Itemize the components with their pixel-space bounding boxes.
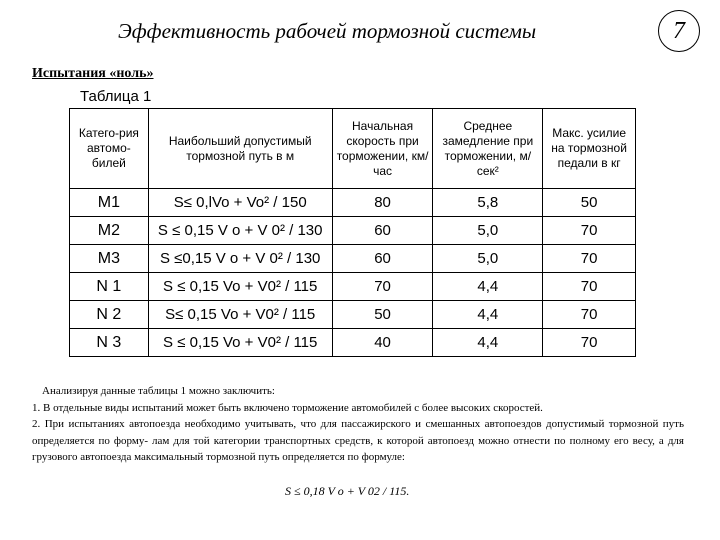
cell-speed: 50 (332, 301, 433, 329)
cell-deceleration: 4,4 (433, 301, 543, 329)
cell-formula: S≤ 0,lVo + Vo² / 150 (148, 189, 332, 217)
cell-category: N 2 (70, 301, 149, 329)
cell-category: N 3 (70, 329, 149, 357)
cell-category: N 1 (70, 273, 149, 301)
header-initial-speed: Начальная скорость при торможении, км/час (332, 109, 433, 189)
braking-table (69, 108, 636, 357)
cell-formula: S≤ 0,15 Vo + V0² / 115 (148, 301, 332, 329)
section-heading: Испытания «ноль» (32, 66, 154, 81)
page-number-badge (658, 10, 700, 52)
cell-speed: 40 (332, 329, 433, 357)
table-header-row (70, 109, 636, 189)
table-row (70, 189, 636, 217)
page-number: 7 (673, 17, 685, 44)
cell-force: 70 (543, 273, 636, 301)
header-category: Катего-рия автомо-билей (70, 109, 149, 189)
analysis-intro: Анализируя данные таблицы 1 можно заключить: (42, 385, 275, 397)
cell-speed: 70 (332, 273, 433, 301)
cell-force: 70 (543, 301, 636, 329)
header-max-pedal-force: Макс. усилие на тормозной педали в кг (543, 109, 636, 189)
cell-category: М2 (70, 217, 149, 245)
cell-force: 70 (543, 329, 636, 357)
table-row (70, 329, 636, 357)
cell-speed: 60 (332, 217, 433, 245)
analysis-point-2: 2. При испытаниях автопоезда необходимо учитывать, что для пассажирского и смешанных автопоездов допустимый тормозной путь определяется по форму- лам для той категории транспортных средств, к которой автопоезд можно отнести по полному его весу, а для грузового автопоезда максимальный тормозной путь определяется по формуле: (32, 418, 684, 463)
cell-category: М1 (70, 189, 149, 217)
cell-deceleration: 4,4 (433, 329, 543, 357)
table-caption: Таблица 1 (80, 88, 152, 105)
cell-deceleration: 5,0 (433, 245, 543, 273)
cell-speed: 80 (332, 189, 433, 217)
cell-deceleration: 4,4 (433, 273, 543, 301)
cell-deceleration: 5,8 (433, 189, 543, 217)
cell-speed: 60 (332, 245, 433, 273)
analysis-text (32, 383, 684, 466)
table-row (70, 301, 636, 329)
cell-formula: S ≤ 0,15 Vo + V0² / 115 (148, 329, 332, 357)
cell-force: 70 (543, 217, 636, 245)
slide-title: Эффективность рабочей тормозной системы (118, 19, 537, 43)
cell-formula: S ≤ 0,15 Vo + V0² / 115 (148, 273, 332, 301)
table-row (70, 217, 636, 245)
cell-deceleration: 5,0 (433, 217, 543, 245)
cell-category: М3 (70, 245, 149, 273)
cell-formula: S ≤ 0,15 V o + V 0² / 130 (148, 217, 332, 245)
header-mean-deceleration: Среднее замедление при торможении, м/сек² (433, 109, 543, 189)
cell-force: 70 (543, 245, 636, 273)
cell-formula: S ≤0,15 V o + V 0² / 130 (148, 245, 332, 273)
analysis-point-1: 1. В отдельные виды испытаний может быть включено торможение автомобилей с более высоких скоростей. (32, 401, 543, 414)
table-row (70, 273, 636, 301)
cell-force: 50 (543, 189, 636, 217)
final-formula: S ≤ 0,18 V o + V 02 / 115. (285, 484, 410, 498)
header-max-braking-distance: Наибольший допустимый тормозной путь в м (148, 109, 332, 189)
table-row (70, 245, 636, 273)
